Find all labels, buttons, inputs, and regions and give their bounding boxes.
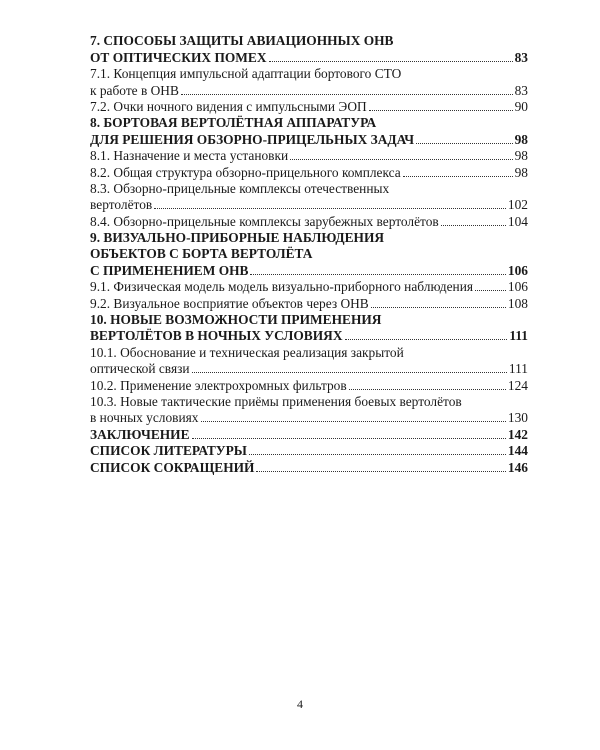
toc-entry-page: 108 <box>507 295 528 311</box>
toc-entry-title: вертолётов <box>90 197 153 213</box>
toc-entry <box>90 279 528 295</box>
toc-entry <box>90 312 528 328</box>
toc-entry <box>90 115 528 131</box>
toc-entry <box>90 394 528 410</box>
toc-entry-title: к работе в ОНВ <box>90 82 179 98</box>
toc-entry-title: оптической связи <box>90 361 190 377</box>
dot-leader <box>441 225 506 226</box>
toc-entry-title: 8.1. Назначение и места установки <box>90 148 289 164</box>
dot-leader <box>369 110 513 111</box>
toc-entry <box>90 426 528 442</box>
toc-entry-page: 130 <box>507 410 528 426</box>
toc-entry-page: 83 <box>514 49 528 65</box>
dot-leader <box>345 339 508 340</box>
toc-entry-title: ВЕРТОЛЁТОВ В НОЧНЫХ УСЛОВИЯХ <box>90 328 343 344</box>
toc-entry <box>90 361 528 377</box>
toc-entry-title: ОТ ОПТИЧЕСКИХ ПОМЕХ <box>90 49 267 65</box>
toc-entry <box>90 213 528 229</box>
toc-entry-page: 104 <box>507 213 528 229</box>
toc-entry-title: ДЛЯ РЕШЕНИЯ ОБЗОРНО-ПРИЦЕЛЬНЫХ ЗАДАЧ <box>90 131 415 147</box>
dot-leader <box>201 421 506 422</box>
toc-entry-title: СПИСОК СОКРАЩЕНИЙ <box>90 459 255 475</box>
toc-entry-page: 142 <box>507 426 528 442</box>
dot-leader <box>290 159 512 160</box>
dot-leader <box>416 143 513 144</box>
toc-entry <box>90 230 528 246</box>
toc-entry-page: 111 <box>509 328 528 344</box>
toc-entry <box>90 33 528 49</box>
toc-entry <box>90 443 528 459</box>
toc-entry-title: 8.3. Обзорно-прицельные комплексы отечественных <box>90 180 390 196</box>
toc-entry-title: 10.2. Применение электрохромных фильтров <box>90 377 347 393</box>
toc-entry-title: 9.2. Визуальное восприятие объектов через ОНВ <box>90 295 369 311</box>
page-number: 4 <box>297 697 303 711</box>
dot-leader <box>371 307 506 308</box>
toc-entry-title: 8.4. Обзорно-прицельные комплексы зарубежных вертолётов <box>90 213 439 229</box>
toc-entry-page: 102 <box>507 197 528 213</box>
dot-leader <box>256 471 505 472</box>
toc-entry <box>90 410 528 426</box>
toc-entry <box>90 131 528 147</box>
toc-entry-title: 8.2. Общая структура обзорно-прицельного комплекса <box>90 164 401 180</box>
toc-entry <box>90 377 528 393</box>
toc-entry <box>90 295 528 311</box>
toc-entry-page: 111 <box>508 361 528 377</box>
dot-leader <box>154 208 506 209</box>
toc-entry <box>90 262 528 278</box>
dot-leader <box>250 274 505 275</box>
toc-entry <box>90 82 528 98</box>
toc-entry-page: 90 <box>514 98 528 114</box>
toc-entry <box>90 344 528 360</box>
dot-leader <box>192 372 507 373</box>
dot-leader <box>249 454 506 455</box>
toc-entry-page: 106 <box>507 262 528 278</box>
toc-entry <box>90 459 528 475</box>
toc-entry <box>90 181 528 197</box>
dot-leader <box>403 176 513 177</box>
dot-leader <box>181 94 513 95</box>
toc-entry <box>90 148 528 164</box>
dot-leader <box>349 389 506 390</box>
toc-entry-title: 10. НОВЫЕ ВОЗМОЖНОСТИ ПРИМЕНЕНИЯ <box>90 312 382 328</box>
dot-leader <box>269 61 513 62</box>
toc-entry <box>90 164 528 180</box>
toc-entry-page: 98 <box>514 148 528 164</box>
toc-entry <box>90 49 528 65</box>
dot-leader <box>192 438 506 439</box>
toc-entry-page: 98 <box>514 131 528 147</box>
toc-entry-title: в ночных условиях <box>90 410 199 426</box>
toc-entry-title: 9.1. Физическая модель модель визуально-приборного наблюдения <box>90 279 474 295</box>
toc-entry-title: 8. БОРТОВАЯ ВЕРТОЛЁТНАЯ АППАРАТУРА <box>90 115 377 131</box>
toc-entry-title: 7. СПОСОБЫ ЗАЩИТЫ АВИАЦИОННЫХ ОНВ <box>90 33 394 49</box>
toc-entry <box>90 66 528 82</box>
table-of-contents <box>90 33 528 476</box>
toc-entry-page: 83 <box>514 82 528 98</box>
toc-entry <box>90 197 528 213</box>
toc-entry-title: 7.1. Концепция импульсной адаптации бортового СТО <box>90 66 402 82</box>
toc-entry-page: 106 <box>507 279 528 295</box>
toc-entry <box>90 99 528 115</box>
toc-entry-title: ЗАКЛЮЧЕНИЕ <box>90 426 190 442</box>
toc-entry-title: С ПРИМЕНЕНИЕМ ОНВ <box>90 262 249 278</box>
toc-entry <box>90 246 528 262</box>
toc-entry-title: ОБЪЕКТОВ С БОРТА ВЕРТОЛЁТА <box>90 246 313 262</box>
toc-entry-title: СПИСОК ЛИТЕРАТУРЫ <box>90 443 247 459</box>
toc-entry-page: 124 <box>507 377 528 393</box>
toc-entry-title: 10.3. Новые тактические приёмы применения боевых вертолётов <box>90 393 462 409</box>
toc-entry-title: 10.1. Обоснование и техническая реализация закрытой <box>90 344 404 360</box>
toc-entry-title: 7.2. Очки ночного видения с импульсными ЭОП <box>90 98 367 114</box>
toc-entry-page: 146 <box>507 459 528 475</box>
toc-entry-page: 144 <box>507 443 528 459</box>
toc-entry-title: 9. ВИЗУАЛЬНО-ПРИБОРНЫЕ НАБЛЮДЕНИЯ <box>90 230 385 246</box>
toc-entry <box>90 328 528 344</box>
toc-entry-page: 98 <box>514 164 528 180</box>
dot-leader <box>475 290 506 291</box>
